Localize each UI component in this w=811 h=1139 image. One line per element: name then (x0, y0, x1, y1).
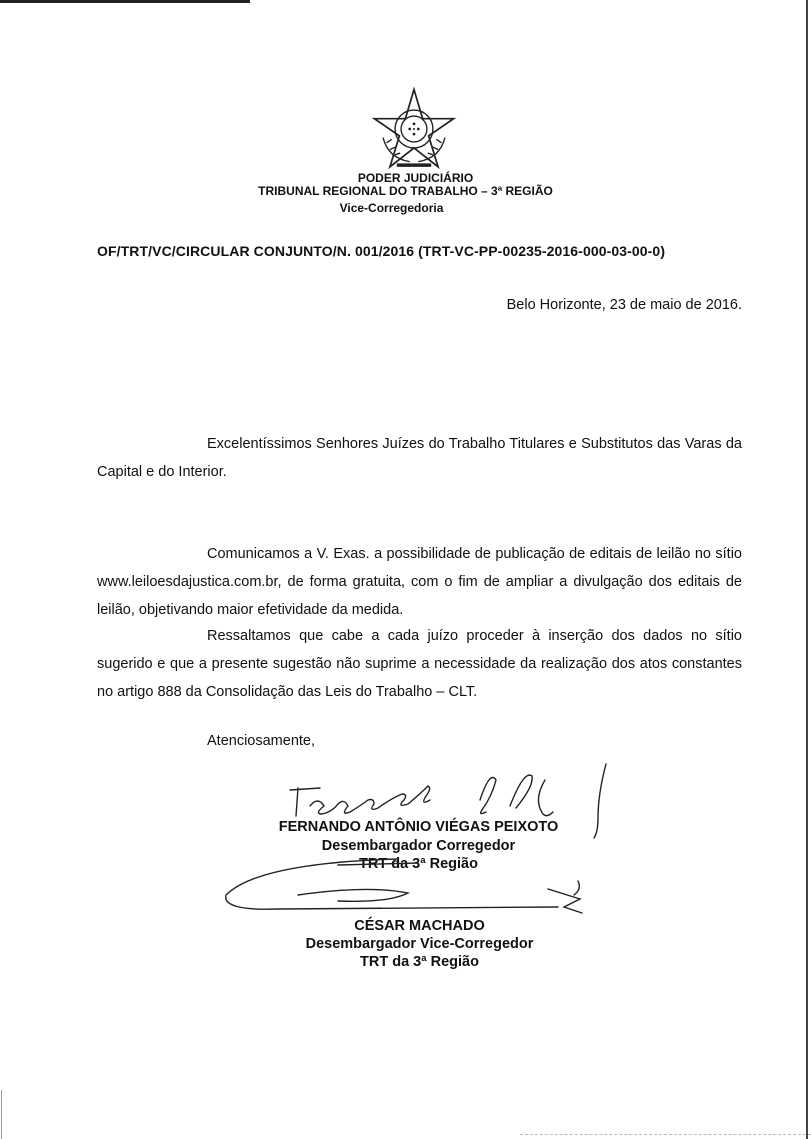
body-text-1: Comunicamos a V. Exas. a possibilidade de publicação de editais de leilão no sítio www.leiloesdajustica.com.br, de forma gratuita, com o fim de ampliar a divulgação dos editais de leilão, objetivando maior efetividade da medida. (97, 546, 742, 618)
body-text-2: Ressaltamos que cabe a cada juízo proceder à inserção dos dados no sítio sugerido e que a presente sugestão não suprime a necessidade da realização dos atos constantes no artigo 888 da Consolidação das Leis do Trabalho – CLT. (97, 628, 742, 700)
signatory-2-name: CÉSAR MACHADO (354, 918, 485, 934)
brazil-coat-of-arms-icon (371, 86, 457, 172)
body-paragraph (97, 622, 742, 706)
signatory-2-title: Desembargador Vice-Corregedor (305, 936, 534, 952)
date-line: Belo Horizonte, 23 de maio de 2016. (506, 297, 742, 313)
document-code: OF/TRT/VC/CIRCULAR CONJUNTO/N. 001/2016 (TRT-VC-PP-00235-2016-000-03-00-0) (97, 243, 666, 259)
scan-edge-top (0, 0, 250, 3)
institution-name: PODER JUDICIÁRIO (357, 171, 474, 185)
department-name: Vice-Corregedoria (339, 201, 444, 215)
signatory-1-org: TRT da 3ª Região (359, 856, 478, 872)
signatory-1-title: Desembargador Corregedor (321, 838, 516, 854)
body-paragraph (97, 540, 742, 624)
signatory-1-name: FERNANDO ANTÔNIO VIÉGAS PEIXOTO (278, 819, 559, 835)
addressee-text: Excelentíssimos Senhores Juízes do Trabalho Titulares e Substitutos das Varas da Capital e do Interior. (97, 436, 742, 480)
court-name: TRIBUNAL REGIONAL DO TRABALHO – 3ª REGIÃO (258, 184, 553, 198)
scan-edge-left (1, 1090, 2, 1139)
handwritten-signature-2 (218, 855, 598, 915)
signatory-2-org: TRT da 3ª Região (360, 954, 479, 970)
addressee-paragraph (97, 430, 742, 486)
closing-salutation: Atenciosamente, (207, 733, 316, 749)
scan-edge-bottom (520, 1134, 811, 1136)
